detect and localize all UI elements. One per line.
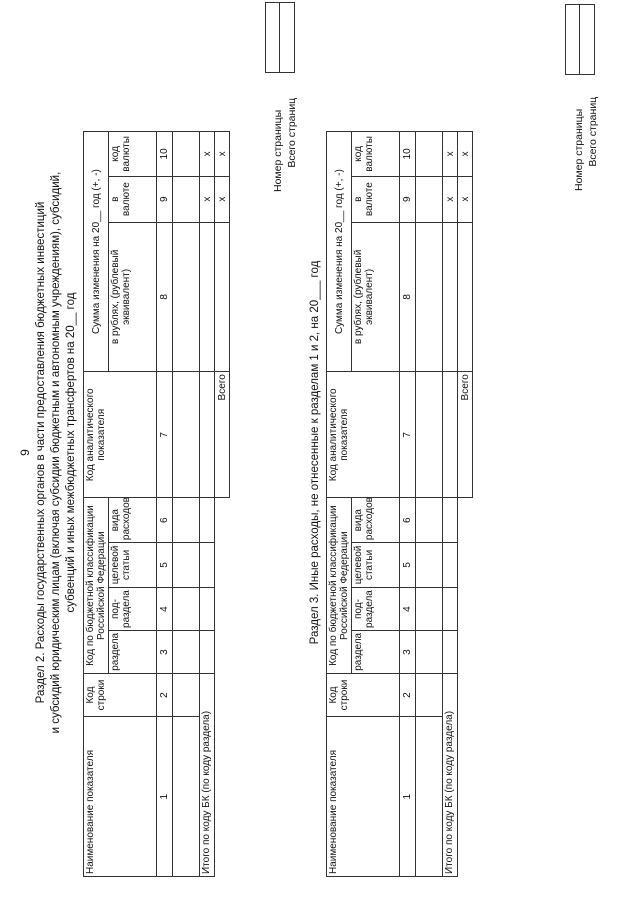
total-bk-label: Итого по коду БК (по коду раздела)	[200, 673, 215, 876]
col-number: 5	[400, 543, 416, 588]
total-pages-cell[interactable]	[280, 3, 294, 72]
section2-page-box	[265, 2, 295, 73]
header-bk-group: Код по бюджетной классификации Российской Федерации	[84, 498, 109, 673]
total-pages-label: Всего страниц	[286, 97, 298, 168]
header-vid: вида расходов	[109, 498, 157, 543]
col-number: 5	[157, 543, 173, 588]
header-razdel: раздела	[109, 631, 157, 673]
header-rub: в рублях, (рублевый эквивалент)	[109, 222, 157, 372]
section3-page-box	[565, 4, 595, 75]
x-mark: х	[215, 176, 230, 222]
total-bk-row	[200, 132, 215, 877]
col-number: 6	[400, 498, 416, 543]
col-number: 2	[400, 673, 416, 717]
section3-page-info	[572, 97, 600, 191]
total-all-label: Всего	[458, 372, 473, 498]
header-sum-group: Сумма изменения на 20__ год (+, -)	[84, 132, 109, 372]
col-number: 8	[400, 222, 416, 372]
section2-table	[83, 131, 230, 877]
col-number: 2	[157, 673, 173, 717]
table-row	[173, 132, 200, 877]
col-number: 7	[157, 372, 173, 498]
x-mark: х	[200, 132, 215, 177]
header-code: Код строки	[84, 673, 157, 717]
col-number: 6	[157, 498, 173, 543]
total-all-row	[215, 132, 230, 877]
col-number: 7	[400, 372, 416, 498]
col-number: 3	[157, 631, 173, 673]
table-row	[416, 132, 443, 877]
page-number-label: Номер страницы	[573, 108, 585, 191]
x-mark: х	[458, 132, 473, 177]
header-currency-code: код валюты	[109, 132, 157, 177]
page-number: 9	[18, 449, 32, 456]
header-analytic: Код аналитического показателя	[327, 372, 400, 498]
section3-table	[326, 131, 473, 877]
header-sum-group: Сумма изменения на 20__ год (+, -)	[327, 132, 352, 372]
x-mark: х	[200, 176, 215, 222]
header-podrazdel: под-раздела	[352, 587, 400, 631]
column-numbers-row	[157, 132, 173, 877]
col-number: 4	[157, 587, 173, 631]
section2-title-line: и субсидий юридическим лицам (включая субсидии бюджетным и автономным учреждениям), субсидий,	[50, 171, 62, 734]
total-bk-row	[443, 132, 458, 877]
section2-title	[34, 80, 79, 825]
col-number: 9	[400, 176, 416, 222]
col-number: 1	[157, 717, 173, 877]
x-mark: х	[458, 176, 473, 222]
total-pages-label: Всего страниц	[587, 96, 599, 167]
header-code: Код строки	[327, 673, 400, 717]
header-bk-group: Код по бюджетной классификации Российской Федерации	[327, 498, 352, 673]
header-name: Наименование показателя	[327, 717, 400, 877]
page-number-cell[interactable]	[266, 3, 280, 72]
column-numbers-row	[400, 132, 416, 877]
total-pages-cell[interactable]	[580, 5, 594, 74]
total-all-label: Всего	[215, 372, 230, 498]
page-number-label: Номер страницы	[272, 109, 284, 192]
header-analytic: Код аналитического показателя	[84, 372, 157, 498]
section2-page-info	[271, 98, 299, 192]
col-number: 3	[400, 631, 416, 673]
x-mark: х	[443, 132, 458, 177]
col-number: 8	[157, 222, 173, 372]
section2-title-line: субвенций и иных межбюджетных трансфертов на 20__ год	[65, 292, 77, 613]
header-currency: в валюте	[109, 176, 157, 222]
col-number: 4	[400, 587, 416, 631]
col-number: 1	[400, 717, 416, 877]
header-vid: вида расходов	[352, 498, 400, 543]
header-podrazdel: под-раздела	[109, 587, 157, 631]
col-number: 9	[157, 176, 173, 222]
col-number: 10	[400, 132, 416, 177]
x-mark: х	[215, 132, 230, 177]
section3-title: Раздел 3. Иные расходы, не отнесенные к разделам 1 и 2, на 20___ год	[309, 260, 321, 645]
page-number-cell[interactable]	[566, 5, 580, 74]
header-name: Наименование показателя	[84, 717, 157, 877]
header-currency: в валюте	[352, 176, 400, 222]
header-tselevoy: целевой статьи	[352, 543, 400, 588]
total-bk-label: Итого по коду БК (по коду раздела)	[443, 673, 458, 876]
header-tselevoy: целевой статьи	[109, 543, 157, 588]
x-mark: х	[443, 176, 458, 222]
col-number: 10	[157, 132, 173, 177]
header-rub: в рублях, (рублевый эквивалент)	[352, 222, 400, 372]
total-all-row	[458, 132, 473, 877]
section2-title-line: Раздел 2. Расходы государственных органов в части предоставления бюджетных инвестиций	[35, 201, 47, 704]
header-razdel: раздела	[352, 631, 400, 673]
header-currency-code: код валюты	[352, 132, 400, 177]
